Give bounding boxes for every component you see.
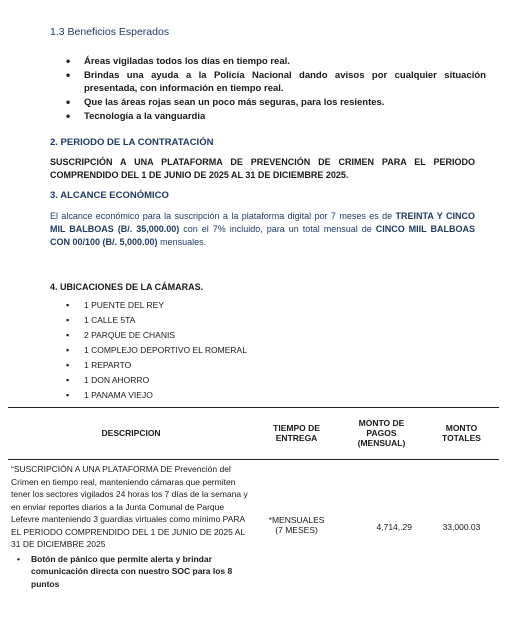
table-row xyxy=(8,460,499,594)
section-3-text-part: mensuales. xyxy=(157,237,207,247)
camera-locations-list xyxy=(66,298,247,403)
cell-tiempo-entrega xyxy=(254,460,339,594)
list-item: ▪ 1 DON AHORRO xyxy=(66,373,247,388)
section-3-text xyxy=(50,210,475,249)
cell-descripcion xyxy=(8,460,254,594)
list-item: ▪ 1 PANAMA VIEJO xyxy=(66,388,247,403)
description-text: “SUSCRIPCIÓN A UNA PLATAFORMA DE Prevención del Crimen en tiempo real, manteniendo cámaras que permiten tener los sectores vigilados 24 horas los 7 días de la semana y en enviar reportes diarios a la Junta Comunal de Parque Lefevre manteniendo 3 guardias virtuales como mínimo PARA EL PERIODO COMPRENDIDO DEL 1 DE JUNIO DE 2025 AL 31 DE DICIEMBRE 2025 xyxy=(11,464,248,549)
cell-monto-totales: 33,000.03 xyxy=(442,521,481,532)
table-header-row xyxy=(8,407,499,460)
section-2-title: 2. PERIODO DE LA CONTRATACIÓN xyxy=(50,137,214,148)
header-monto-pagos: MONTO DE PAGOS (MENSUAL) xyxy=(339,407,424,460)
tiempo-line-1: *MENSUALES xyxy=(268,515,325,525)
list-item: ▪ 1 CALLE 5TA xyxy=(66,313,247,328)
header-monto-totales: MONTO TOTALES xyxy=(424,407,499,460)
list-item: • Que las áreas rojas sean un poco más seguras, para los resientes. xyxy=(66,96,486,109)
header-descripcion: DESCRIPCION xyxy=(8,407,254,460)
list-item: • Brindas una ayuda a la Policía Nacional dando avisos por cualquier situación presentada, con información en tiempo real. xyxy=(66,69,486,95)
section-3-text-part: El alcance económico para la suscripción a la plataforma digital por 7 meses es de xyxy=(50,211,396,221)
cell-monto-pagos: 4,714,.29 xyxy=(376,521,412,532)
section-3-amount-monthly: CINCO MIIL BALBOAS CON 00/100 (B/. 5,000.00) xyxy=(50,224,475,247)
section-3-amount-total: TREINTA Y CINCO MIL BALBOAS (B/. 35,000.00) xyxy=(50,211,475,234)
section-3-text-part: con el 7% incluido, para un total mensual de xyxy=(179,224,376,234)
list-item: • Áreas vigiladas todos los días en tiempo real. xyxy=(66,55,486,68)
pricing-table xyxy=(8,407,499,593)
description-bullets xyxy=(11,553,251,591)
section-3-title: 3. ALCANCE ECONÓMICO xyxy=(50,190,169,201)
list-item: ▪ 1 REPARTO xyxy=(66,358,247,373)
list-item: ▪ 1 PUENTE DEL REY xyxy=(66,298,247,313)
benefits-list xyxy=(66,55,486,124)
section-1-3-title: 1.3 Beneficios Esperados xyxy=(50,26,170,38)
section-2-text: SUSCRIPCIÓN A UNA PLATAFORMA DE PREVENCIÓN DE CRIMEN PARA EL PERIODO COMPRENDIDO DEL 1 DE JUNIO DE 2025 AL 31 DE DICIEMBRE 2025. xyxy=(50,157,475,180)
section-4-title: 4. UBICACIONES DE LA CÁMARAS. xyxy=(50,282,204,292)
header-tiempo-entrega: TIEMPO DE ENTREGA xyxy=(254,407,339,460)
list-item: • Botón de pánico que permite alerta y brindar comunicación directa con nuestro SOC para los 8 puntos xyxy=(31,553,251,591)
list-item: ▪ 2 PARQUE DE CHANIS xyxy=(66,328,247,343)
tiempo-line-2: (7 MESES) xyxy=(275,525,318,535)
list-item: • Tecnología a la vanguardia xyxy=(66,110,486,123)
list-item: ▪ 1 COMPLEJO DEPORTIVO EL ROMERAL xyxy=(66,343,247,358)
